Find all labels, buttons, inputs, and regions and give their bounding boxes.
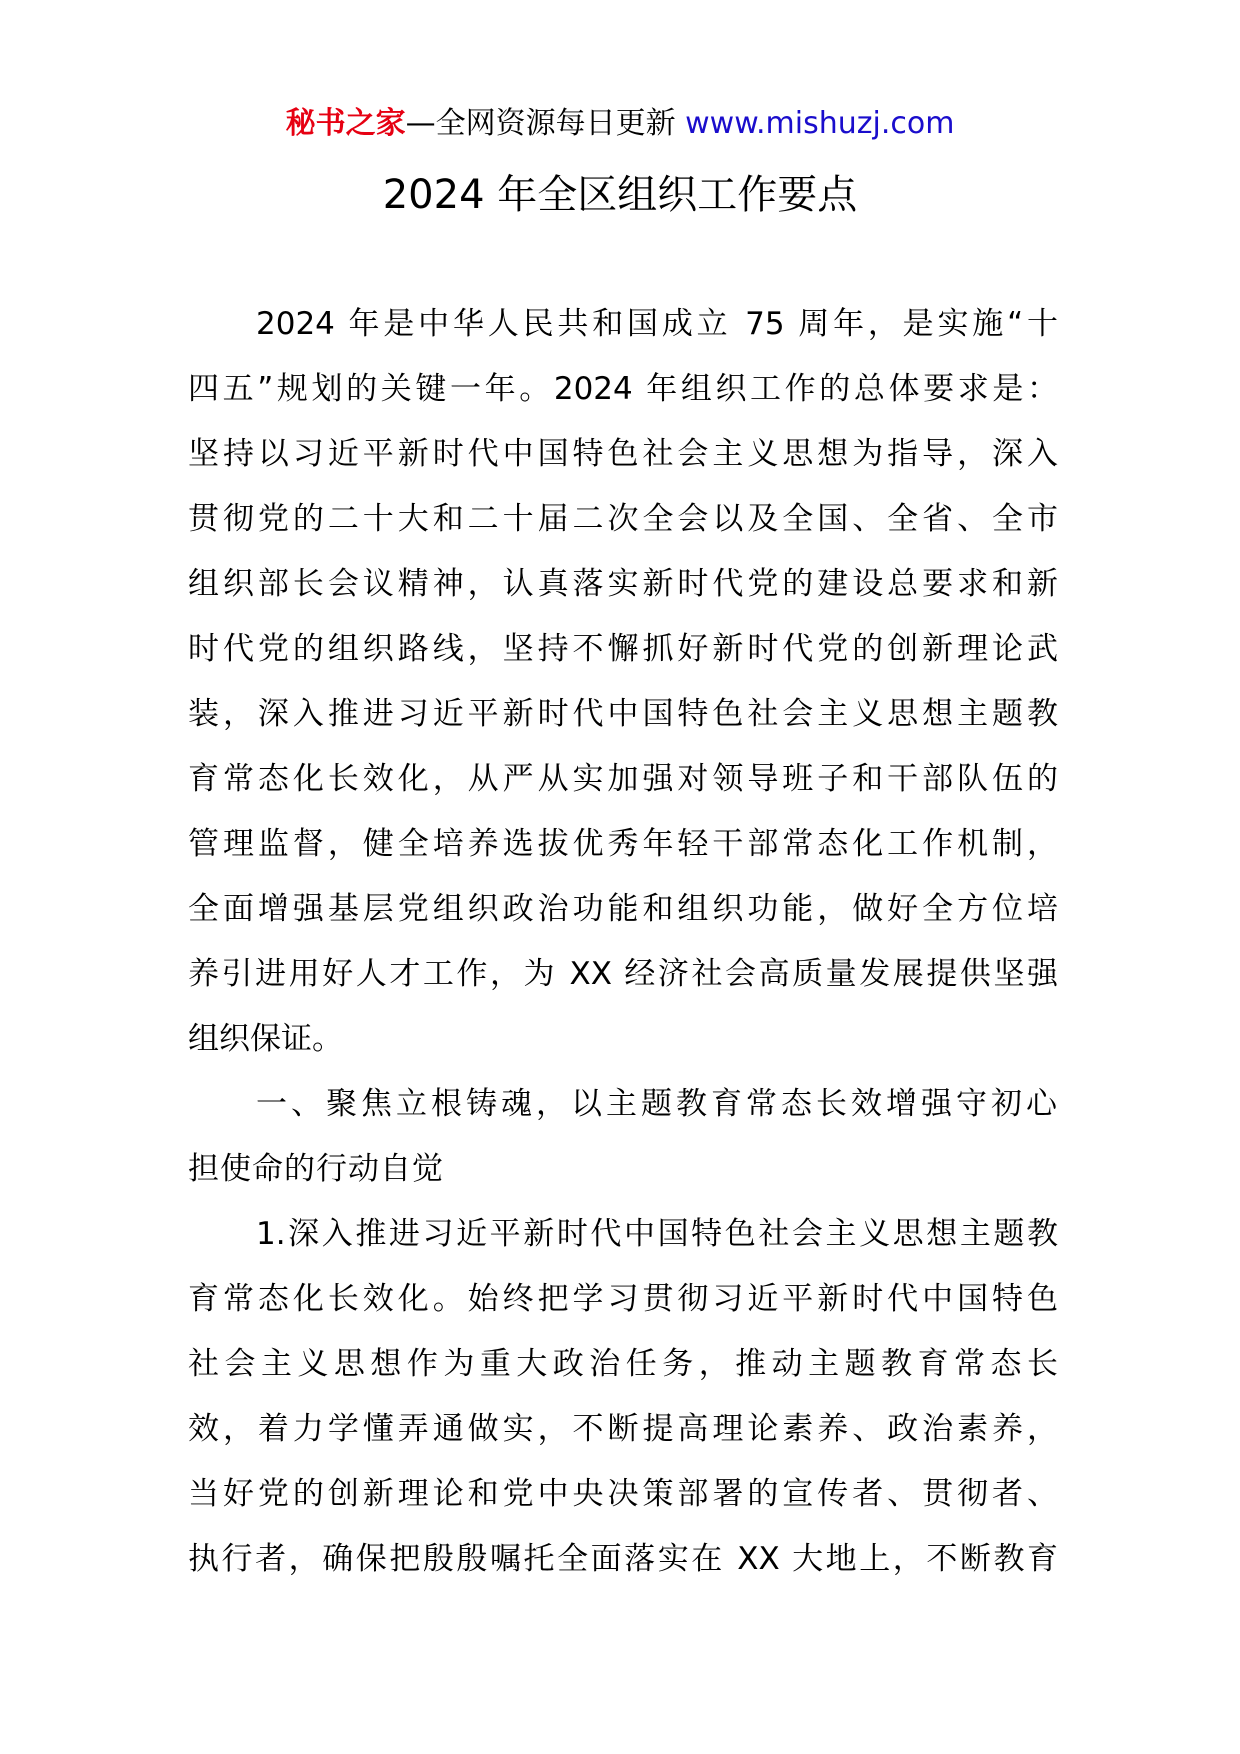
paragraph-line: 育常态化长效化。始终把学习贯彻习近平新时代中国特色: [188, 1281, 1058, 1317]
paragraph-line: 1.深入推进习近平新时代中国特色社会主义思想主题教: [256, 1216, 1058, 1252]
paragraph-line: 2024 年是中华人民共和国成立 75 周年，是实施“十: [256, 306, 1058, 342]
paragraph-line: 养引进用好人才工作，为 XX 经济社会高质量发展提供坚强: [188, 956, 1058, 992]
paragraph-line: 贯彻党的二十大和二十届二次全会以及全国、全省、全市: [188, 501, 1058, 537]
paragraph-line: 全面增强基层党组织政治功能和组织功能，做好全方位培: [188, 891, 1058, 927]
paragraph-line: 装，深入推进习近平新时代中国特色社会主义思想主题教: [188, 696, 1058, 732]
site-slogan: —全网资源每日更新: [405, 106, 686, 141]
paragraph-line: 组织部长会议精神，认真落实新时代党的建设总要求和新: [188, 566, 1058, 602]
section-heading-line: 一、聚焦立根铸魂，以主题教育常态长效增强守初心: [256, 1086, 1058, 1122]
paragraph-line: 育常态化长效化，从严从实加强对领导班子和干部队伍的: [188, 761, 1058, 797]
paragraph-line: 当好党的创新理论和党中央决策部署的宣传者、贯彻者、: [188, 1476, 1058, 1512]
document-body: [188, 292, 1058, 1592]
paragraph-line: 坚持以习近平新时代中国特色社会主义思想为指导，深入: [188, 436, 1058, 472]
paragraph-line: 四五”规划的关键一年。2024 年组织工作的总体要求是：: [188, 371, 1058, 407]
document-title: 2024 年全区组织工作要点: [382, 172, 858, 218]
section-heading-line: 担使命的行动自觉: [188, 1151, 444, 1187]
site-url-link[interactable]: www.mishuzj.com: [685, 106, 955, 141]
paragraph-line: 时代党的组织路线，坚持不懈抓好新时代党的创新理论武: [188, 631, 1058, 667]
site-header: [0, 104, 1240, 144]
paragraph-line: 执行者，确保把殷殷嘱托全面落实在 XX 大地上，不断教育: [188, 1541, 1058, 1577]
paragraph-line: 管理监督，健全培养选拔优秀年轻干部常态化工作机制，: [188, 826, 1058, 862]
site-brand: 秘书之家: [285, 106, 406, 141]
paragraph-line: 社会主义思想作为重大政治任务，推动主题教育常态长: [188, 1346, 1058, 1382]
paragraph-line: 效，着力学懂弄通做实，不断提高理论素养、政治素养，: [188, 1411, 1058, 1447]
paragraph-line: 组织保证。: [188, 1021, 343, 1057]
